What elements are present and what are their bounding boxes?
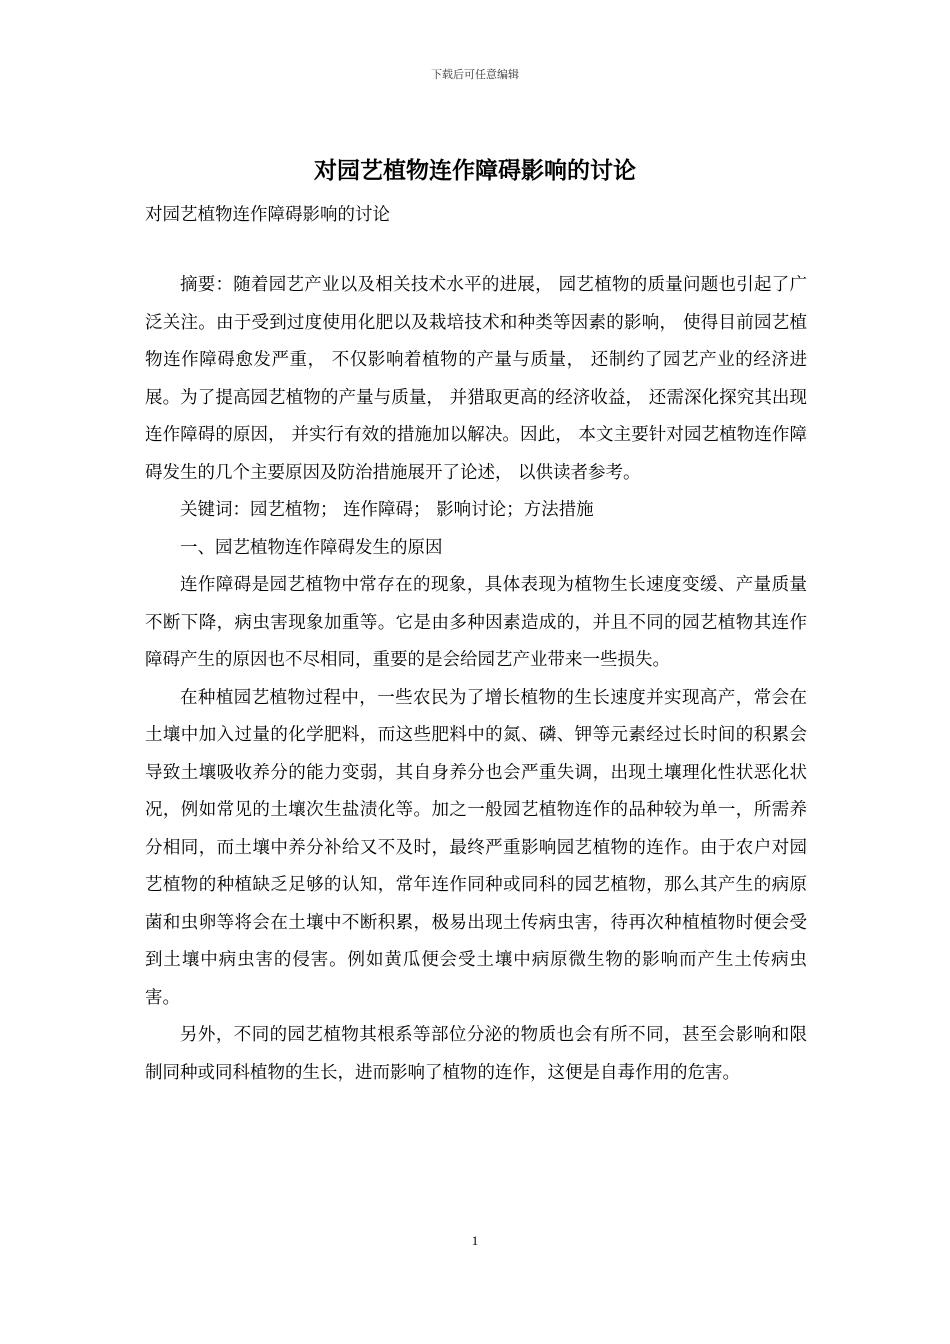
page-number: 1 [471, 1233, 479, 1248]
page-header: 下载后可任意编辑 [431, 68, 519, 81]
document-subtitle: 对园艺植物连作障碍影响的讨论 [145, 205, 390, 225]
abstract-paragraph: 摘要：随着园艺产业以及相关技术水平的进展， 园艺植物的质量问题也引起了广泛关注。由于受到过度使用化肥以及栽培技术和种类等因素的影响， 使得目前园艺植物连作障碍愈发严重， 不仅影响着植物的产量与质量， 还制约了园艺产业的经济进展。为了提高园艺植物的产量与质量， 并猎取更高的经济收益， 还需深化探究其出现连作障碍的原因， 并实行有效的措施加以解决。因此， 本文主要针对园艺植物连作障碍发生的几个主要原因及防治措施展开了论述， 以供读者参考。 [145, 275, 807, 483]
document-body [145, 267, 807, 1092]
body-paragraph: 另外，不同的园艺植物其根系等部位分泌的物质也会有所不同，甚至会影响和限制同种或同科植物的生长，进而影响了植物的连作，这便是自毒作用的危害。 [145, 1025, 807, 1083]
section-heading: 一、园艺植物连作障碍发生的原因 [180, 537, 443, 558]
keywords-paragraph: 关键词：园艺植物； 连作障碍； 影响讨论；方法措施 [180, 500, 594, 520]
body-paragraph: 在种植园艺植物过程中，一些农民为了增长植物的生长速度并实现高产，常会在土壤中加入过量的化学肥料，而这些肥料中的氮、磷、钾等元素经过长时间的积累会导致土壤吸收养分的能力变弱，其自身养分也会严重失调，出现土壤理化性状恶化状况，例如常见的土壤次生盐渍化等。加之一般园艺植物连作的品种较为单一，所需养分相同，而土壤中养分补给又不及时，最终严重影响园艺植物的连作。由于农户对园艺植物的种植缺乏足够的认知，常年连作同种或同科的园艺植物，那么其产生的病原菌和虫卵等将会在土壤中不断积累，极易出现土传病虫害，待再次种植植物时便会受到土壤中病虫害的侵害。例如黄瓜便会受土壤中病原微生物的影响而产生土传病虫害。 [145, 687, 807, 1008]
body-paragraph: 连作障碍是园艺植物中常存在的现象，具体表现为植物生长速度变缓、产量质量不断下降，病虫害现象加重等。它是由多种因素造成的，并且不同的园艺植物其连作障碍产生的原因也不尽相同，重要的是会给园艺产业带来一些损失。 [145, 575, 807, 670]
document-title: 对园艺植物连作障碍影响的讨论 [314, 158, 636, 184]
